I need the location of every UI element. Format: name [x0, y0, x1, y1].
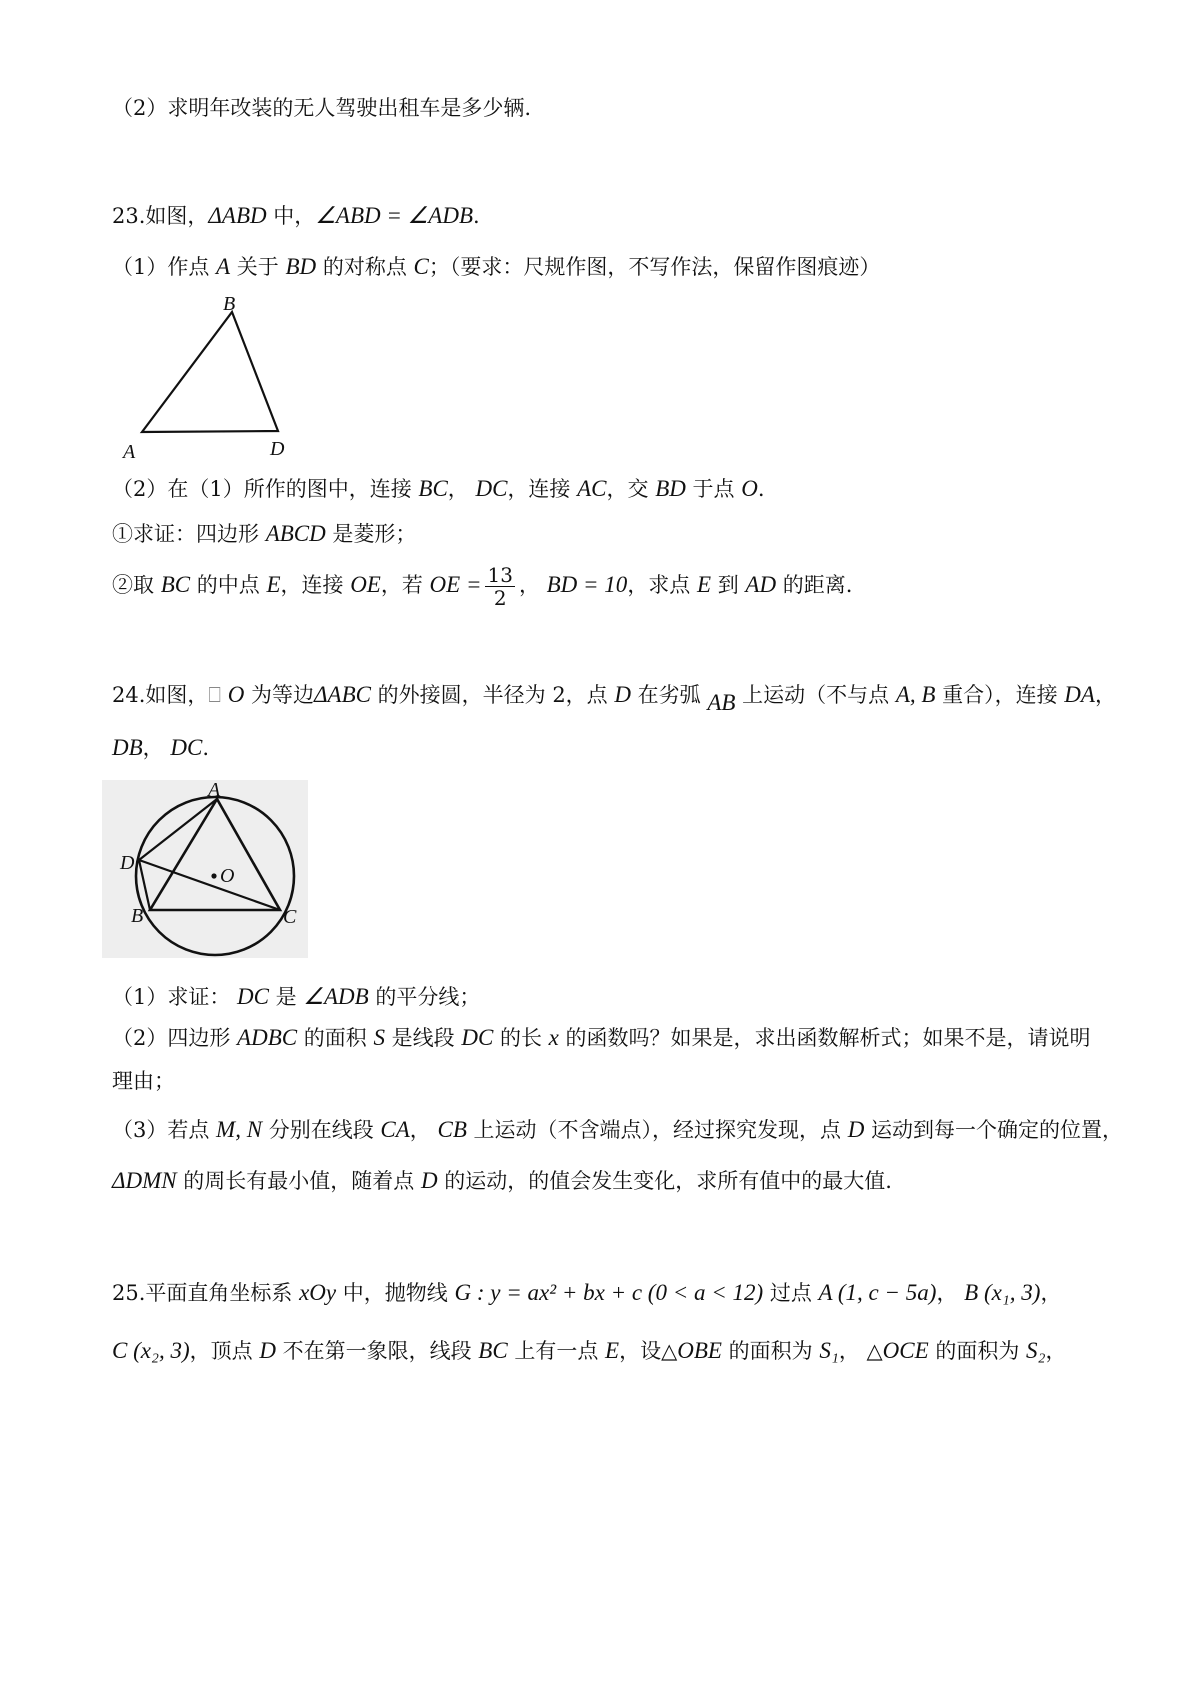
- q24-a: 如图，: [145, 683, 209, 707]
- q25l2-e: 的面积为: [721, 1339, 820, 1363]
- label-A: A: [123, 441, 136, 463]
- q25-xOy: xOy: [299, 1280, 337, 1305]
- triangle-abd: [142, 312, 278, 432]
- q23p2-O: O: [741, 476, 758, 501]
- q24-points-AB: A, B: [895, 682, 936, 707]
- q24p1-a: （1）求证：: [112, 985, 238, 1009]
- q25-OBE: OBE: [677, 1338, 722, 1363]
- q23p2-BD: BD: [655, 476, 686, 501]
- q23s2-b: 的中点: [190, 573, 267, 597]
- q23p1-a: （1）作点: [112, 255, 217, 279]
- q24p2-ADBC: ADBC: [237, 1025, 298, 1050]
- q24-d: 在劣弧: [630, 683, 708, 707]
- q23s2-E2: E: [697, 572, 712, 597]
- q24-part2-line2: [112, 1066, 175, 1096]
- q25-stem: [112, 1278, 1061, 1308]
- q23p1-C: C: [413, 254, 429, 279]
- q23s1-a: ①求证：四边形: [112, 522, 266, 546]
- q23s2-E: E: [266, 572, 281, 597]
- q24-triangle: ΔABC: [314, 682, 371, 707]
- q25-D: D: [259, 1338, 276, 1363]
- q23s1-ABCD: ABCD: [265, 521, 326, 546]
- q23p2-e: 于点: [685, 477, 742, 501]
- q23-part2: [112, 474, 765, 504]
- q23s2-OE-eq: OE =: [429, 572, 482, 597]
- q24p3-CB: CB: [437, 1117, 467, 1142]
- q25-point-C: C (x₂, 3): [112, 1338, 190, 1363]
- q25-parabola: G : y = ax² + bx + c (0 < a < 12): [454, 1280, 764, 1305]
- q24p1-b: 是: [269, 985, 304, 1009]
- q24-DC: DC: [170, 735, 203, 760]
- q24p2-e: 的函数吗？如果是，求出函数解析式；如果不是，请说明: [558, 1026, 1091, 1050]
- q24l2-b: .: [202, 736, 209, 760]
- q24-DB: DB: [112, 735, 143, 760]
- q25-e: ，: [1040, 1281, 1062, 1305]
- q23-text-a: 如图，: [145, 204, 209, 228]
- label-A: A: [208, 780, 221, 801]
- q24-c: 的外接圆，半径为 2，点: [370, 683, 615, 707]
- q24p2-a: （2）四边形: [112, 1026, 238, 1050]
- q25l2-c: 上有一点: [507, 1339, 606, 1363]
- q25-OCE: OCE: [882, 1338, 929, 1363]
- q23s2-h: 的距离.: [776, 573, 853, 597]
- q23p2-DC: DC: [475, 476, 508, 501]
- q23-number: 23.: [112, 204, 146, 228]
- q25l2-f: ， △: [838, 1339, 883, 1363]
- q24-f: 重合），连接: [935, 683, 1065, 707]
- q23s2-a: ②取: [112, 573, 161, 597]
- q23s1-b: 是菱形；: [325, 522, 417, 546]
- q24p3-b: 分别在线段: [262, 1118, 381, 1142]
- q23s2-OE: OE: [350, 572, 381, 597]
- q24p2-l2: 理由；: [112, 1069, 175, 1093]
- q24-number: 24.: [112, 683, 146, 707]
- q23p2-b: ，: [447, 477, 476, 501]
- q24-D: D: [614, 682, 631, 707]
- q23p1-b: 关于: [230, 255, 286, 279]
- q25-S2: S₂: [1026, 1338, 1046, 1363]
- q25-E: E: [605, 1338, 620, 1363]
- q24-part3: [112, 1115, 1123, 1145]
- q24p2-S: S: [373, 1025, 385, 1050]
- q24p3-c: ，: [409, 1118, 438, 1142]
- q25-point-A: A (1, c − 5a): [818, 1280, 937, 1305]
- q25-c: 过点: [763, 1281, 819, 1305]
- q23s2-c: ，连接: [280, 573, 351, 597]
- label-O: O: [220, 865, 235, 887]
- label-D: D: [120, 852, 135, 874]
- q24-b: 为等边: [244, 683, 315, 707]
- q23p2-BC: BC: [418, 476, 448, 501]
- q24-part2: [112, 1023, 1091, 1053]
- q24p2-c: 是线段: [384, 1026, 462, 1050]
- q23p2-c: ，连接: [507, 477, 578, 501]
- q24p3-CA: CA: [380, 1117, 410, 1142]
- numerator: 13: [487, 563, 513, 587]
- q23-sub1: [112, 519, 416, 549]
- q24-stem: [112, 680, 1116, 715]
- q25-S1: S₁: [819, 1338, 839, 1363]
- label-B: B: [223, 293, 236, 315]
- q23s2-AD: AD: [745, 572, 777, 597]
- q25l2-d: ，设△: [619, 1339, 678, 1363]
- q23p2-a: （2）在（1）所作的图中，连接: [112, 477, 419, 501]
- q23-part1: [112, 252, 880, 282]
- q23s2-g: 到: [711, 573, 746, 597]
- q23-triangle: ΔABD: [208, 203, 267, 228]
- q24p1-c: 的平分线；: [368, 985, 481, 1009]
- q24p2-DC: DC: [461, 1025, 494, 1050]
- q24p3-triangle: ΔDMN: [112, 1168, 177, 1193]
- q23-angle-equation: ∠ABD = ∠ADB: [315, 203, 473, 228]
- label-D: D: [270, 438, 285, 460]
- triangle-abd-figure: [115, 292, 315, 472]
- q23p2-AC: AC: [577, 476, 607, 501]
- q24p3-MN: M, N: [216, 1117, 263, 1142]
- q25l2-a: ，顶点: [189, 1339, 260, 1363]
- q24p2-d: 的长: [493, 1026, 549, 1050]
- q24p3-g: 的运动，的值会发生变化，求所有值中的最大值.: [437, 1169, 892, 1193]
- q23s2-f: ，求点: [627, 573, 697, 597]
- q24-g: ，: [1094, 683, 1116, 707]
- q23s2-d: ，若: [380, 573, 430, 597]
- q23-text-b: 中，: [266, 204, 316, 228]
- q23s2-BC: BC: [160, 572, 191, 597]
- q23p2-f: .: [757, 477, 765, 501]
- q25-number: 25.: [112, 1281, 146, 1305]
- q23p1-d: ；（要求：尺规作图，不写作法，保留作图痕迹）: [428, 255, 881, 279]
- q25-b: 中，抛物线: [336, 1281, 455, 1305]
- fraction-13-2: [485, 564, 514, 609]
- q22-part2-text: [112, 93, 531, 123]
- q24l2-a: ，: [142, 736, 171, 760]
- q24-e: 上运动（不与点: [735, 683, 896, 707]
- label-C: C: [283, 906, 297, 928]
- q24p2-x: x: [548, 1025, 559, 1050]
- circumscribed-circle-figure: [102, 780, 308, 958]
- q24-O: O: [227, 682, 245, 707]
- q25-BC: BC: [478, 1338, 508, 1363]
- q22-part2: （2）求明年改装的无人驾驶出租车是多少辆.: [112, 96, 532, 120]
- q24-stem-line2: [112, 733, 209, 763]
- q24p1-DC: DC: [237, 984, 269, 1009]
- q24p3-f: 的周长有最小值，随着点: [176, 1169, 421, 1193]
- q23-text-c: .: [473, 204, 480, 228]
- q25-stem-line2: [112, 1336, 1067, 1366]
- circle-symbol: ⎕: [208, 683, 222, 707]
- q23s2-BD: BD = 10: [546, 572, 628, 597]
- q24p3-D2: D: [420, 1168, 438, 1193]
- q23-stem: [112, 201, 480, 231]
- q24p3-e: 运动到每一个确定的位置，: [864, 1118, 1124, 1142]
- q25l2-g: 的面积为: [928, 1339, 1027, 1363]
- q25l2-b: 不在第一象限，线段: [275, 1339, 479, 1363]
- q24-arc-AB: AB: [707, 690, 736, 715]
- q24-DA: DA: [1064, 682, 1095, 707]
- q23p1-BD: BD: [285, 254, 317, 279]
- center-point-O: [211, 873, 216, 878]
- q24p2-b: 的面积: [297, 1026, 374, 1050]
- q23p1-A: A: [216, 254, 231, 279]
- label-B: B: [131, 905, 144, 927]
- q23-sub2: [112, 560, 852, 610]
- q24-part1: [112, 982, 480, 1012]
- q25-a: 平面直角坐标系: [145, 1281, 300, 1305]
- q23p2-d: ，交: [606, 477, 656, 501]
- q25-d: ，: [936, 1281, 965, 1305]
- q25-point-B: B (x₁, 3): [964, 1280, 1041, 1305]
- denominator: 2: [493, 586, 507, 610]
- q23s2-e: ，: [518, 573, 547, 597]
- q24-part3-line2: [112, 1166, 892, 1196]
- q24p3-D: D: [847, 1117, 865, 1142]
- q24p3-a: （3）若点: [112, 1118, 217, 1142]
- q23p1-c: 的对称点: [316, 255, 414, 279]
- q24p3-d: 上运动（不含端点），经过探究发现，点: [466, 1118, 848, 1142]
- q25l2-h: ，: [1045, 1339, 1067, 1363]
- q24p1-angle: ∠ADB: [303, 984, 369, 1009]
